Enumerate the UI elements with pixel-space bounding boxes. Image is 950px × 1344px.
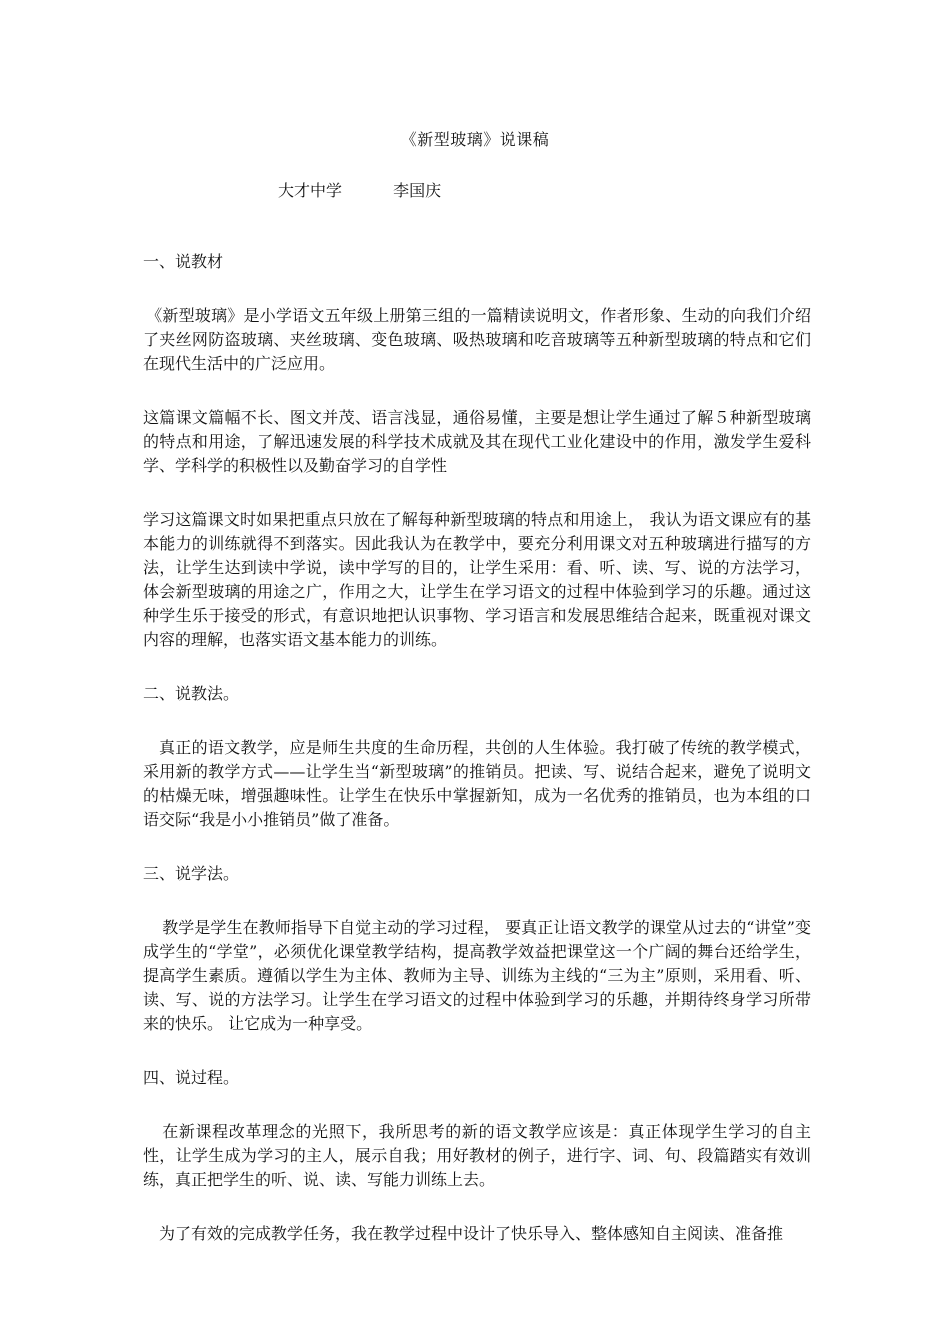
paragraph: 为了有效的完成教学任务，我在教学过程中设计了快乐导入、整体感知自主阅读、准备推 <box>159 1224 784 1243</box>
document-body <box>143 250 811 1276</box>
document-title: 《新型玻璃》说课稿 <box>400 130 550 149</box>
section-heading-teaching-method: 二、说教法。 <box>143 684 240 703</box>
section-heading-learning-method: 三、说学法。 <box>143 864 240 883</box>
author-line <box>278 178 441 201</box>
paragraph: 在新课程改革理念的光照下，我所思考的新的语文教学应该是：真正体现学生学习的自主性，让学生成为学习的主人，展示自我；用好教材的例子，进行字、词、句、段篇踏实有效训练，真正把学生的听、说、读、写能力训练上去。 <box>143 1122 811 1189</box>
section-heading-process: 四、说过程。 <box>143 1068 240 1087</box>
paragraph: 真正的语文教学，应是师生共度的生命历程，共创的人生体验。我打破了传统的教学模式，采用新的教学方式——让学生当“新型玻璃”的推销员。把读、写、说结合起来，避免了说明文的枯燥无味，增强趣味性。让学生在快乐中掌握新知，成为一名优秀的推销员，也为本组的口语交际“我是小小推销员”做了准备。 <box>143 738 811 829</box>
paragraph: 《新型玻璃》是小学语文五年级上册第三组的一篇精读说明文，作者形象、生动的向我们介绍了夹丝网防盗玻璃、夹丝玻璃、变色玻璃、吸热玻璃和吃音玻璃等五种新型玻璃的特点和它们在现代生活中的广泛应用。 <box>143 306 811 373</box>
author-name: 李国庆 <box>393 181 442 200</box>
paragraph: 教学是学生在教师指导下自觉主动的学习过程， 要真正让语文教学的课堂从过去的“讲堂”变成学生的“学堂”，必须优化课堂教学结构，提高教学效益把课堂这一个广阔的舞台还给学生，提高学生素质。遵循以学生为主体、教师为主导、训练为主线的“三为主”原则，采用看、听、读、写、说的方法学习。让学生在学习语文的过程中体验到学习的乐趣，并期待终身学习所带来的快乐。 让它成为一种享受。 <box>143 918 811 1033</box>
section-heading-textbook: 一、说教材 <box>143 252 224 271</box>
paragraph: 学习这篇课文时如果把重点只放在了解每种新型玻璃的特点和用途上， 我认为语文课应有的基本能力的训练就得不到落实。因此我认为在教学中，要充分利用课文对五种玻璃进行描写的方法，让学生达到读中学说，读中学写的目的，让学生采用：看、听、读、写、说的方法学习，体会新型玻璃的用途之广，作用之大，让学生在学习语文的过程中体验到学习的乐趣。通过这种学生乐于接受的形式，有意识地把认识事物、学习语言和发展思维结合起来，既重视对课文内容的理解，也落实语文基本能力的训练。 <box>143 510 811 649</box>
school-name: 大才中学 <box>278 181 343 200</box>
paragraph: 这篇课文篇幅不长、图文并茂、语言浅显，通俗易懂，主要是想让学生通过了解５种新型玻璃的特点和用途，了解迅速发展的科学技术成就及其在现代工业化建设中的作用，激发学生爱科学、学科学的积极性以及勤奋学习的自学性 <box>143 408 811 475</box>
